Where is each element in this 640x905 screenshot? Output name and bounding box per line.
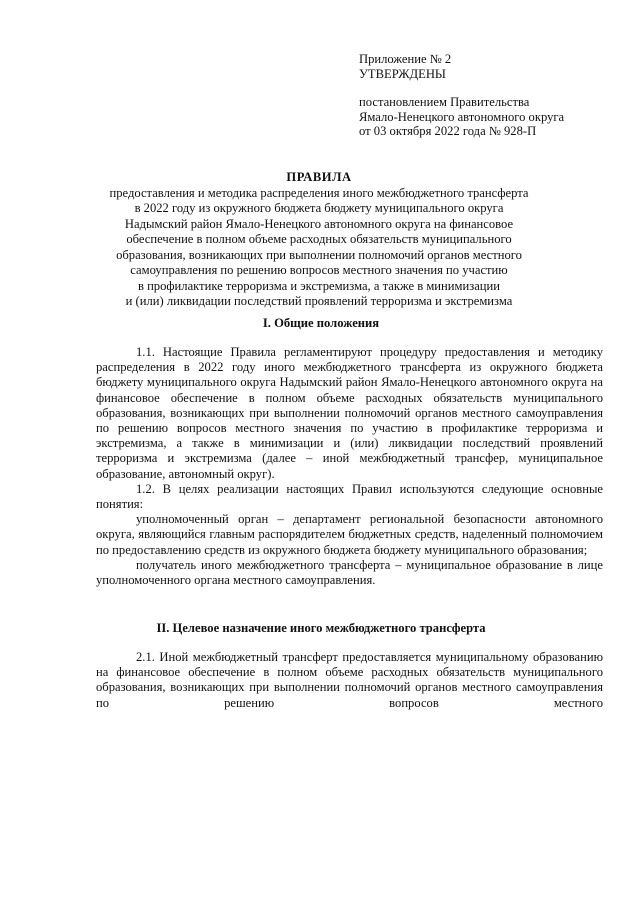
- appendix-number: Приложение № 2: [359, 52, 452, 66]
- paragraph-definition-authority: уполномоченный орган – департамент региональной безопасности автономного округа, являющийся главным распорядителем бюджетных средств, наделенный полномочием по предоставлению средств из окружного бюджета бюджету муниципального образования;: [96, 512, 603, 557]
- paragraph-1-1: 1.1. Настоящие Правила регламентируют процедуру предоставления и методику распределения в 2022 году иного межбюджетного трансферта из окружного бюджета бюджету муниципального округа Надымский район Ямало-Ненецкого автономного округа на финансовое обеспечение в полном объеме расходных обязательств муниципального образования, возникающих при выполнении полномочий органов местного самоуправления по решению вопросов местного значения по участию в профилактике терроризма и экстремизма, а также в минимизации и (или) ликвидации последствий проявлений терроризма и экстремизма (далее – иной межбюджетный трансфер, муниципальное образование, автономный округ).: [96, 345, 603, 481]
- approved-label: УТВЕРЖДЕНЫ: [359, 66, 446, 81]
- section-1-heading: I. Общие положения: [262, 316, 380, 330]
- document-title: [88, 170, 550, 310]
- title-main: ПРАВИЛА: [286, 170, 352, 184]
- section-2-body: [96, 650, 603, 711]
- approval-line-3: от 03 октября 2022 года № 928-П: [359, 124, 537, 138]
- title-line: предоставления и методика распределения иного межбюджетного трансферта: [109, 185, 529, 200]
- title-line: в 2022 году из окружного бюджета бюджету муниципального округа: [134, 201, 504, 215]
- title-line: обеспечение в полном объеме расходных обязательств муниципального: [126, 232, 512, 246]
- title-line: образования, возникающих при выполнении полномочий органов местного: [116, 247, 522, 262]
- approval-line-2: Ямало-Ненецкого автономного округа: [359, 109, 565, 124]
- approval-block: [359, 52, 619, 139]
- title-line: и (или) ликвидации последствий проявлений терроризма и экстремизма: [125, 294, 513, 308]
- approval-line-1: постановлением Правительства: [359, 95, 530, 109]
- title-line: самоуправления по решению вопросов местного значения по участию: [130, 263, 508, 277]
- title-line: в профилактике терроризма и экстремизма, а также в минимизации: [137, 278, 501, 293]
- title-line: Надымский район Ямало-Ненецкого автономного округа на финансовое: [124, 216, 514, 231]
- section-2-heading: II. Целевое назначение иного межбюджетного трансферта: [156, 621, 486, 635]
- paragraph-1-2: 1.2. В целях реализации настоящих Правил используются следующие основные понятия:: [96, 481, 603, 512]
- paragraph-definition-recipient: получатель иного межбюджетного трансферта – муниципальное образование в лице уполномоченного органа местного самоуправления.: [96, 557, 603, 588]
- section-1-body: [96, 345, 603, 588]
- paragraph-2-1: 2.1. Иной межбюджетный трансферт предоставляется муниципальному образованию на финансовое обеспечение в полном объеме расходных обязательств муниципального образования, возникающих при выполнении полномочий органов местного самоуправления по решению вопросов местного: [96, 650, 603, 710]
